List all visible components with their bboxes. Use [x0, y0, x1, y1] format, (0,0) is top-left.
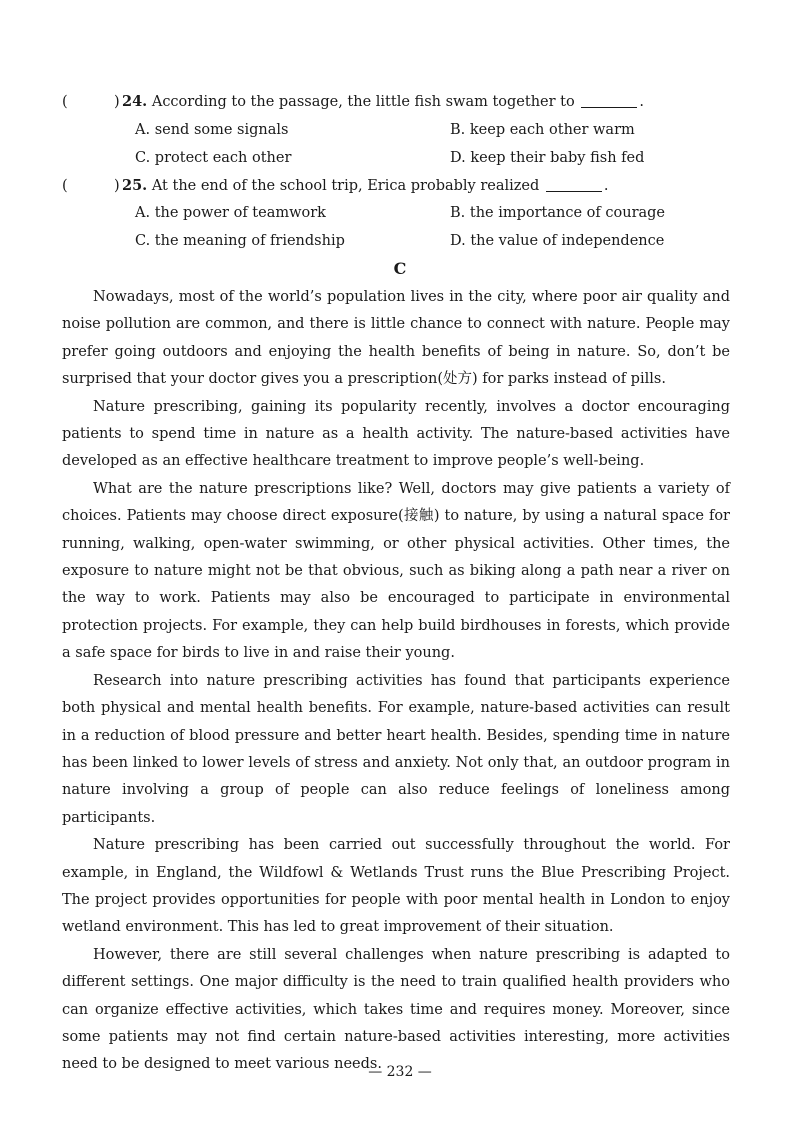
option-d: D. keep their baby fish fed	[450, 150, 645, 166]
option-a: A. send some signals	[135, 122, 289, 138]
passage-paragraph: Nature prescribing has been carried out successfully throughout the world. For example, in England, the Wildfowl & Wetlands Trust runs the Blue Prescribing Project. The project provides opportunities for people with poor mental health in London to enjoy wetland environment. This has led to great improvement of their situation.	[62, 837, 730, 936]
option-c: C. the meaning of friendship	[135, 233, 345, 249]
answer-paren-close: )	[114, 178, 120, 194]
passage-paragraph: Nowadays, most of the world’s population lives in the city, where poor air quality and noise pollution are common, and there is little chance to connect with nature. People may prefer going outdoors and enjoying the health benefits of being in nature. So, don’t be surprised that your doctor gives you a prescription(处方) for parks instead of pills.	[62, 289, 730, 388]
question-number: 25.	[122, 177, 148, 194]
option-a: A. the power of teamwork	[135, 205, 326, 221]
page-number: — 232 —	[368, 1064, 432, 1080]
answer-blank	[581, 91, 637, 108]
question-stem-text: At the end of the school trip, Erica probably realized	[151, 178, 540, 194]
passage-paragraph: Research into nature prescribing activities has found that participants experience both physical and mental health benefits. For example, nature-based activities can result in a reduction of blood pressure and better heart health. Besides, spending time in nature has been linked to lower levels of stress and anxiety. Not only that, an outdoor program in nature involving a group of people can also reduce feelings of loneliness among participants.	[62, 672, 730, 826]
question-25-stem	[62, 173, 742, 199]
question-number: 24.	[122, 93, 148, 110]
section-heading: C	[393, 259, 407, 278]
passage-paragraph: Nature prescribing, gaining its popularity recently, involves a doctor encouraging patients to spend time in nature as a health activity. The nature-based activities have developed as an effective healthcare treatment to improve people’s well-being.	[62, 398, 730, 470]
passage-paragraph: What are the nature prescriptions like? Well, doctors may give patients a variety of choices. Patients may choose direct exposure(接触) to nature, by using a natural space for running, walking, open-water swimming, or other physical activities. Other times, the exposure to nature might not be that obvious, such as biking along a path near a river on the way to work. Patients may also be encouraged to participate in environmental protection projects. For example, they can help build birdhouses in forests, which provide a safe space for birds to live in and raise their young.	[62, 480, 730, 662]
question-stem-end: .	[639, 94, 644, 110]
question-stem-end: .	[603, 178, 609, 194]
option-d: D. the value of independence	[450, 233, 665, 249]
answer-paren-open: (	[62, 94, 68, 110]
question-25-text	[122, 173, 609, 199]
question-24-text	[122, 89, 644, 115]
answer-paren-open: (	[62, 178, 68, 194]
question-stem-text: According to the passage, the little fish swam together to	[151, 94, 575, 110]
answer-blank	[546, 175, 602, 192]
option-b: B. keep each other warm	[450, 122, 635, 138]
question-24-stem	[62, 89, 742, 115]
reading-passage	[62, 284, 730, 1079]
option-b: B. the importance of courage	[450, 205, 666, 221]
answer-paren-close: )	[114, 94, 120, 110]
option-c: C. protect each other	[135, 150, 292, 166]
passage-paragraph: However, there are still several challenges when nature prescribing is adapted to different settings. One major difficulty is the need to train qualified health providers who can organize effective activities, which takes time and requires money. Moreover, since some patients may not find certain nature-based activities interesting, more activities need to be designed to meet various needs.	[62, 946, 730, 1073]
